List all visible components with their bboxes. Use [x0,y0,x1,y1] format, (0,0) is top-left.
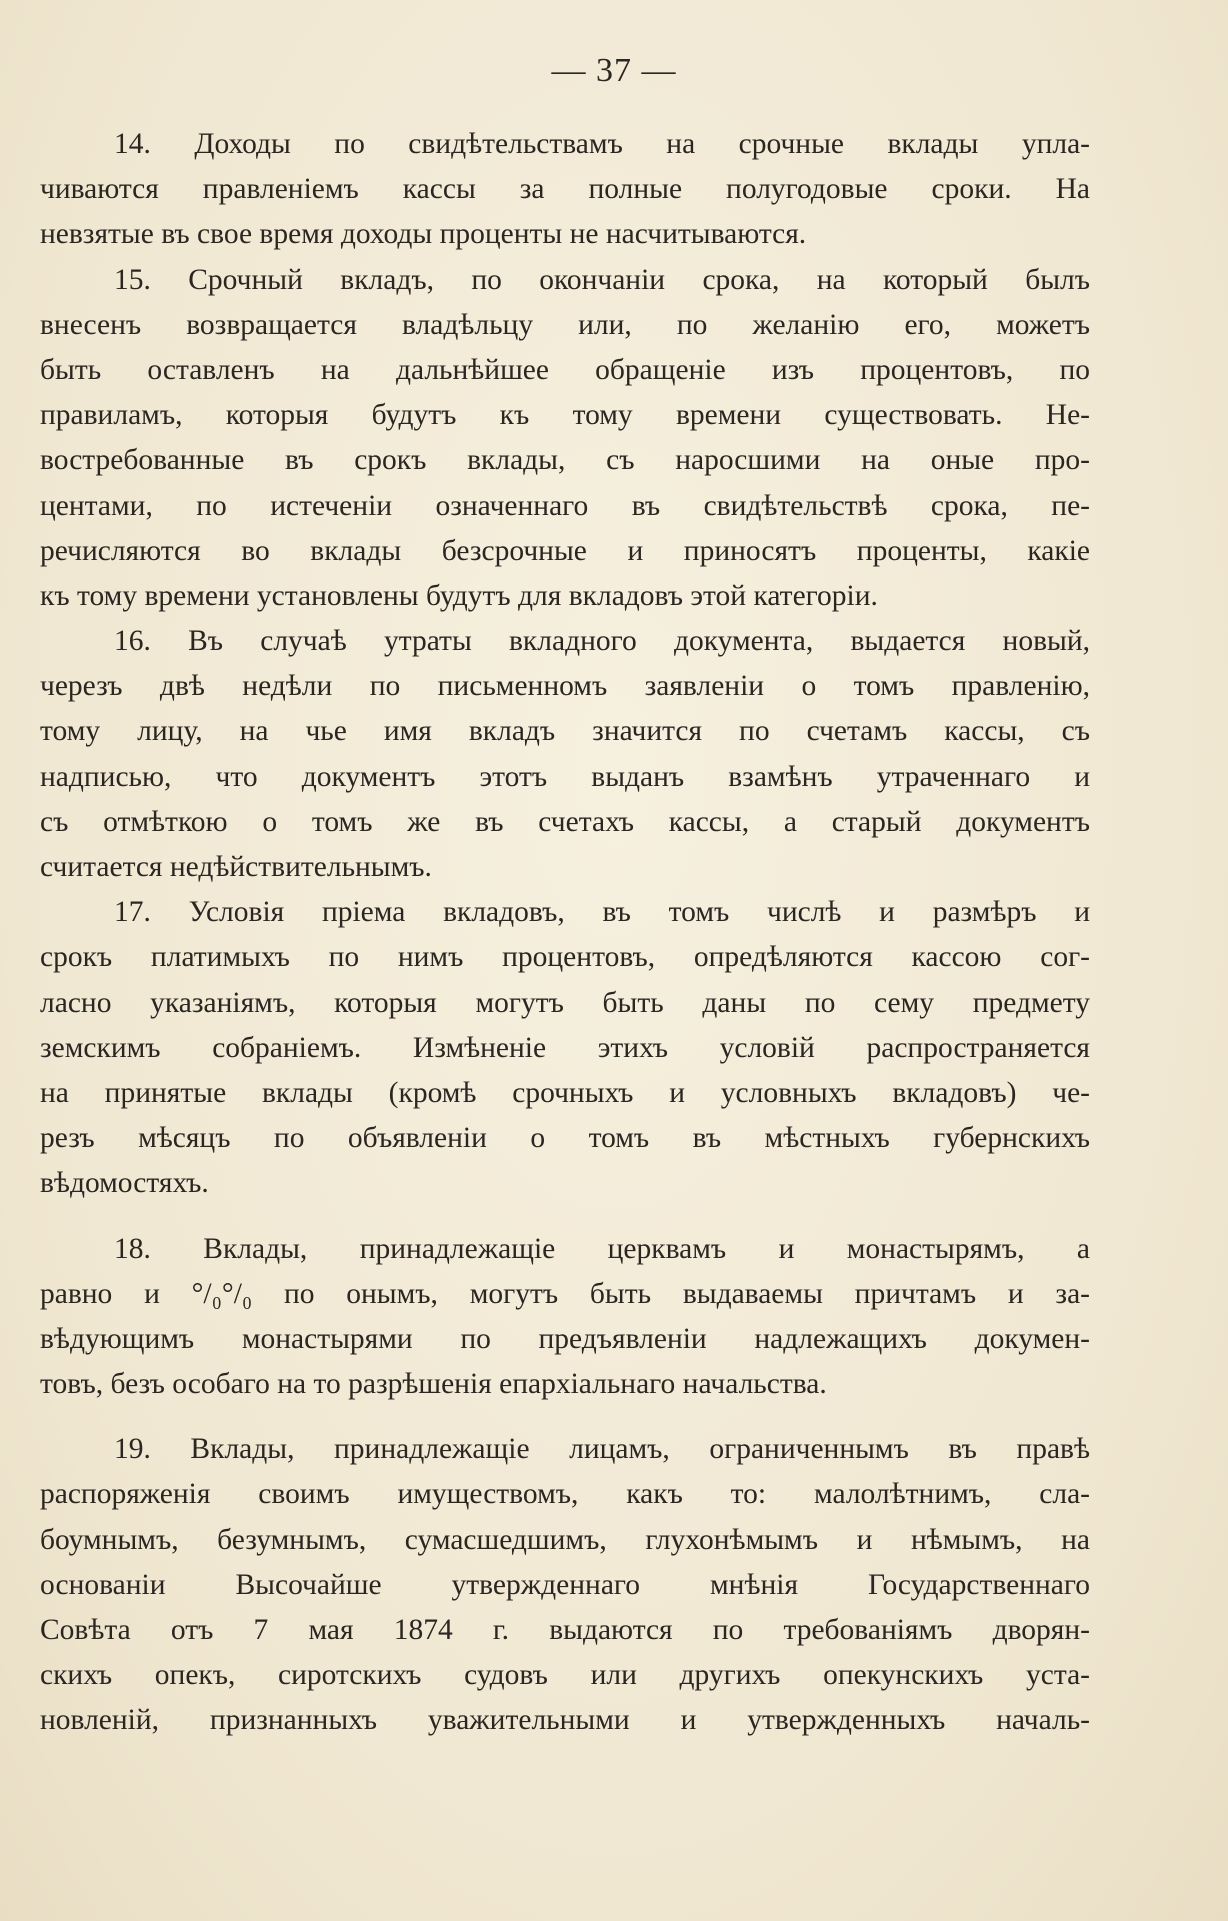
text-line: 16. Въ случаѣ утраты вкладного документа, выдается новый, [114,625,1090,658]
text-line: 15. Срочный вкладъ, по окончаніи срока, на который былъ [114,263,1090,296]
text-line: скихъ опекъ, сиротскихъ судовъ или другихъ опекунскихъ уста- [40,1659,1090,1692]
text-line: правиламъ, которыя будутъ къ тому времени существовать. Не- [40,399,1090,432]
text-line: на принятые вклады (кромѣ срочныхъ и условныхъ вкладовъ) че- [40,1076,1090,1109]
text-line: резъ мѣсяцъ по объявленіи о томъ въ мѣстныхъ губернскихъ [40,1122,1090,1155]
text-line: считается недѣйствительнымъ. [40,851,432,883]
text-line: съ отмѣткою о томъ же въ счетахъ кассы, а старый документъ [40,805,1090,838]
paragraph-17 [40,890,1090,1206]
text-line: центами, по истеченіи означеннаго въ свидѣтельствѣ срока, пе- [40,489,1090,522]
text-line: востребованные въ срокъ вклады, съ наросшими на оные про- [40,444,1090,477]
text-line: 19. Вклады, принадлежащіе лицамъ, ограниченнымъ въ правѣ [114,1433,1090,1466]
text-line: 17. Условія пріема вкладовъ, въ томъ числѣ и размѣръ и [114,896,1090,929]
text-line: чиваются правленіемъ кассы за полные полугодовые сроки. На [40,173,1090,206]
paragraph-15 [40,258,1090,620]
text-line: распоряженія своимъ имуществомъ, какъ то: малолѣтнимъ, сла- [40,1478,1090,1511]
page-number: — 37 — [551,52,677,89]
text-line: ласно указаніямъ, которыя могутъ быть даны по сему предмету [40,986,1090,1019]
text-line: внесенъ возвращается владѣльцу или, по желанію его, можетъ [40,308,1090,341]
text-line: 14. Доходы по свидѣтельствамъ на срочные вклады упла- [114,128,1090,160]
text-line: вѣдующимъ монастырями по предъявленіи надлежащихъ докумен- [40,1322,1090,1355]
text-line: быть оставленъ на дальнѣйшее обращеніе изъ процентовъ, по [40,353,1090,386]
text-line: речисляются во вклады безсрочные и приносятъ проценты, какіе [40,534,1090,567]
text-line: невзятые въ свое время доходы проценты не насчитываются. [40,218,807,251]
text-line: черезъ двѣ недѣли по письменномъ заявленіи о томъ правленію, [40,670,1090,703]
paragraph-gap [40,1407,1090,1427]
text-line: земскимъ собраніемъ. Измѣненіе этихъ условій распространяется [40,1031,1090,1064]
text-line: товъ, безъ особаго на то разрѣшенія епархіальнаго начальства. [40,1368,827,1401]
text-line: равно и °/₀°/₀ по онымъ, могутъ быть выдаваемы причтамъ и за- [40,1277,1090,1310]
text-line: надписью, что документъ этотъ выданъ взамѣнъ утраченнаго и [40,760,1090,793]
text-line: тому лицу, на чье имя вкладъ значится по счетамъ кассы, съ [40,715,1090,748]
paragraph-gap [40,1207,1090,1227]
text-line: новленій, признанныхъ уважительными и утвержденныхъ началь- [40,1704,1090,1737]
text-line: къ тому времени установлены будутъ для вкладовъ этой категоріи. [40,579,878,612]
paragraph-16 [40,619,1090,890]
text-line: срокъ платимыхъ по нимъ процентовъ, опредѣляются кассою сог- [40,941,1090,974]
paragraph-14 [40,122,1090,258]
text-line: 18. Вклады, принадлежащіе церквамъ и монастырямъ, а [114,1232,1090,1265]
paragraph-19 [40,1427,1090,1743]
paragraph-18 [40,1227,1090,1408]
text-line: Совѣта отъ 7 мая 1874 г. выдаются по требованіямъ дворян- [40,1614,1090,1646]
text-line: основаніи Высочайше утвержденнаго мнѣнія Государственнаго [40,1568,1090,1601]
text-line: вѣдомостяхъ. [40,1167,209,1200]
body-text [40,122,1090,1744]
text-line: боумнымъ, безумнымъ, сумасшедшимъ, глухонѣмымъ и нѣмымъ, на [40,1523,1090,1556]
